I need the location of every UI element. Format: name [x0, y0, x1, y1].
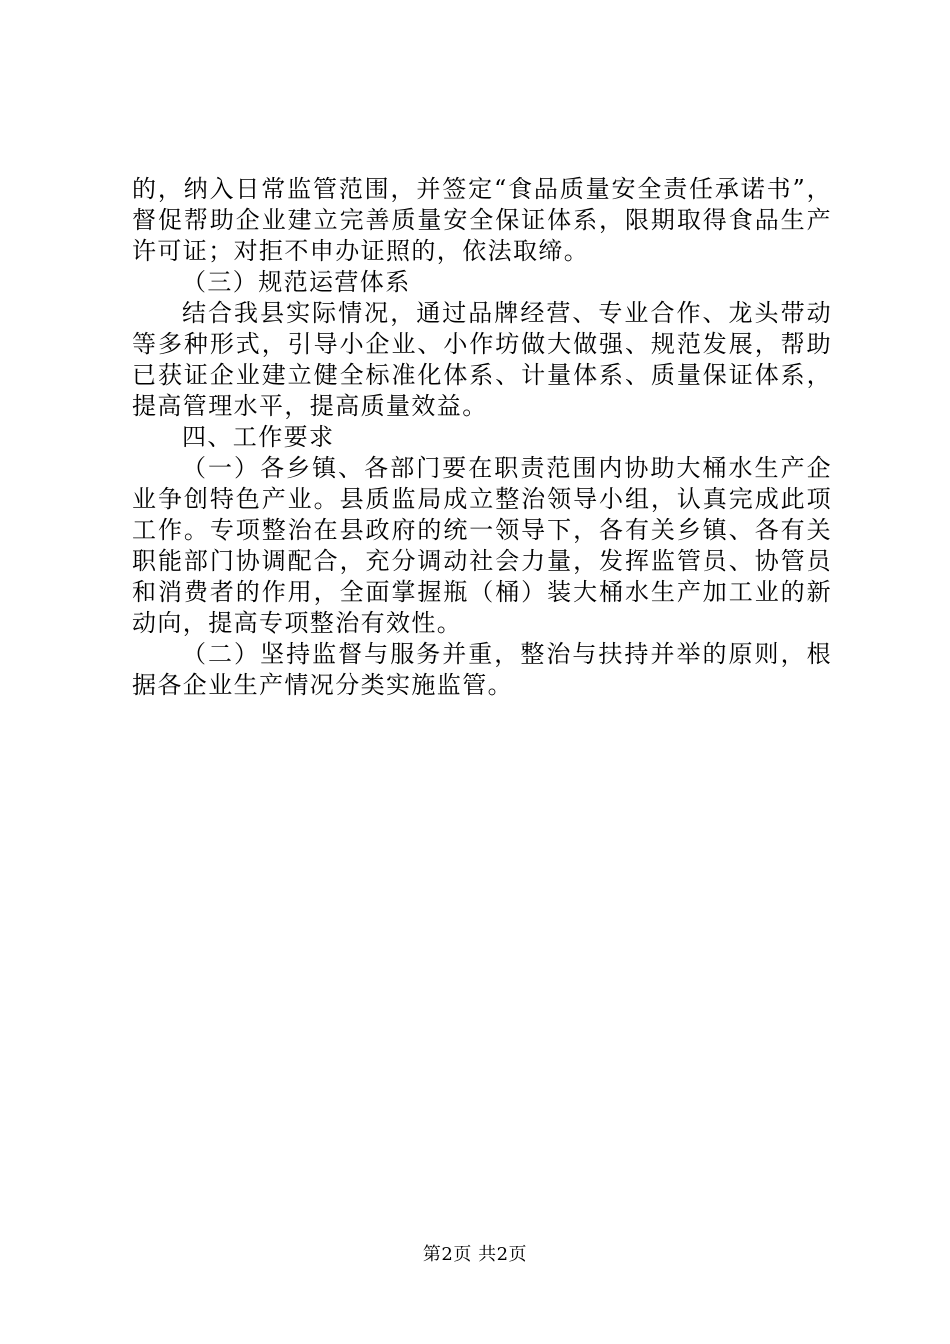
paragraph-requirement-one: （一）各乡镇、各部门要在职责范围内协助大桶水生产企业争创特色产业。县质监局成立整治领导小组，认真完成此项工作。专项整治在县政府的统一领导下，各有关乡镇、各有关职能部门协调配合，充分调动社会力量，发挥监管员、协管员和消费者的作用，全面掌握瓶（桶）装大桶水生产加工业的新动向，提高专项整治有效性。 [132, 454, 832, 637]
paragraph-continuation: 的，纳入日常监管范围，并签定“食品质量安全责任承诺书”，督促帮助企业建立完善质量安全保证体系，限期取得食品生产许可证；对拒不申办证照的，依法取缔。 [132, 175, 832, 265]
paragraph-requirement-two: （二）坚持监督与服务并重，整治与扶持并举的原则，根据各企业生产情况分类实施监管。 [132, 640, 832, 699]
page-number-label: 第2页 共2页 [422, 1244, 528, 1265]
document-body [132, 174, 832, 701]
section-heading-standardize-operations: （三）规范运营体系 [182, 268, 411, 296]
paragraph-operations: 结合我县实际情况，通过品牌经营、专业合作、龙头带动等多种形式，引导小企业、小作坊做大做强、规范发展，帮助已获证企业建立健全标准化体系、计量体系、质量保证体系，提高管理水平，提高质量效益。 [132, 299, 832, 420]
page-footer [0, 1243, 950, 1267]
section-heading-work-requirements: 四、工作要求 [182, 423, 335, 451]
